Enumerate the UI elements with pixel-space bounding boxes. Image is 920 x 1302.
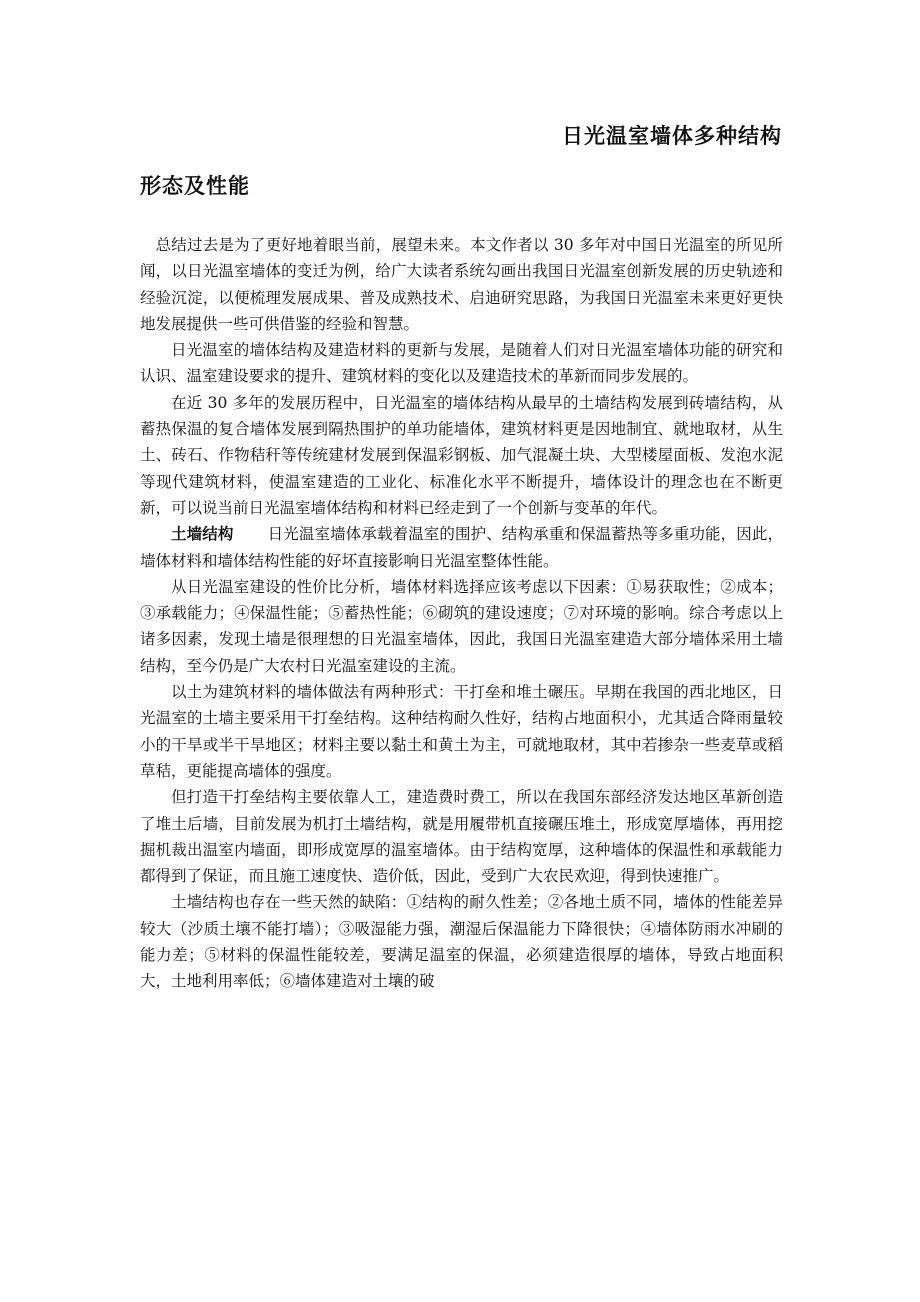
paragraph-intro: 总结过去是为了更好地着眼当前，展望未来。本文作者以 30 多年对中国日光温室的所见所闻，以日光温室墙体的变迁为例，给广大读者系统勾画出我国日光温室创新发展的历史轨迹和经验沉淀，以便梳理发展成果、普及成熟技术、启迪研究思路，为我国日光温室未来更好更快地发展提供一些可供借鉴的经验和智慧。 — [140, 236, 783, 333]
paragraph-with-lead — [140, 521, 783, 574]
article-body — [140, 232, 783, 995]
paragraph: 在近 30 多年的发展历程中，日光温室的墙体结构从最早的土墙结构发展到砖墙结构，从蓄热保温的复合墙体发展到隔热围护的单功能墙体，建筑材料更是因地制宜、就地取材，从生土、砖石、作物秸秆等传统建材发展到保温彩钢板、加气混凝土块、大型楼屋面板、发泡水泥等现代建筑材料，使温室建造的工业化、标准化水平不断提升，墙体设计的理念也在不断更新，可以说当前日光温室墙体结构和材料已经走到了一个创新与变革的年代。 — [140, 393, 783, 517]
title-line-1: 日光温室墙体多种结构 — [562, 124, 782, 148]
section-lead-term: 土墙结构 — [171, 525, 234, 544]
paragraph: 日光温室的墙体结构及建造材料的更新与发展，是随着人们对日光温室墙体功能的研究和认识、温室建设要求的提升、建筑材料的变化以及建造技术的革新而同步发展的。 — [140, 341, 783, 386]
paragraph: 土墙结构也存在一些天然的缺陷：①结构的耐久性差；②各地土质不同，墙体的性能差异较大（沙质土壤不能打墙）；③吸湿能力强，潮湿后保温能力下降很快；④墙体防雨水冲刷的能力差；⑤材料的保温性能较差，要满足温室的保温，必须建造很厚的墙体，导致占地面积大，土地利用率低；⑥墙体建造对土壤的破 — [140, 893, 783, 991]
paragraph-text: 日光温室墙体承载着温室的围护、结构承重和保温蓄热等多重功能，因此，墙体材料和墙体结构性能的好坏直接影响日光温室整体性能。 — [140, 525, 783, 570]
paragraph: 以土为建筑材料的墙体做法有两种形式：干打垒和堆土碾压。早期在我国的西北地区，日光温室的土墙主要采用干打垒结构。这种结构耐久性好，结构占地面积小，尤其适合降雨量较小的干旱或半干旱地区；材料主要以黏土和黄土为主，可就地取材，其中若掺杂一些麦草或稻草秸，更能提高墙体的强度。 — [140, 683, 783, 780]
paragraph: 从日光温室建设的性价比分析，墙体材料选择应该考虑以下因素：①易获取性；②成本；③承载能力；④保温性能；⑤蓄热性能；⑥砌筑的建设速度；⑦对环境的影响。综合考虑以上诸多因素，发现土墙是很理想的日光温室墙体，因此，我国日光温室建造大部分墙体采用土墙结构，至今仍是广大农村日光温室建设的主流。 — [140, 577, 783, 675]
title-line-2: 形态及性能 — [140, 174, 250, 198]
paragraph: 但打造干打垒结构主要依靠人工，建造费时费工，所以在我国东部经济发达地区革新创造了堆土后墙，目前发展为机打土墙结构，就是用履带机直接碾压堆土，形成宽厚墙体，再用挖掘机裁出温室内墙面，即形成宽厚的温室墙体。由于结构宽厚，这种墙体的保温性和承载能力都得到了保证，而且施工速度快、造价低，因此，受到广大农民欢迎，得到快速推广。 — [140, 788, 783, 886]
